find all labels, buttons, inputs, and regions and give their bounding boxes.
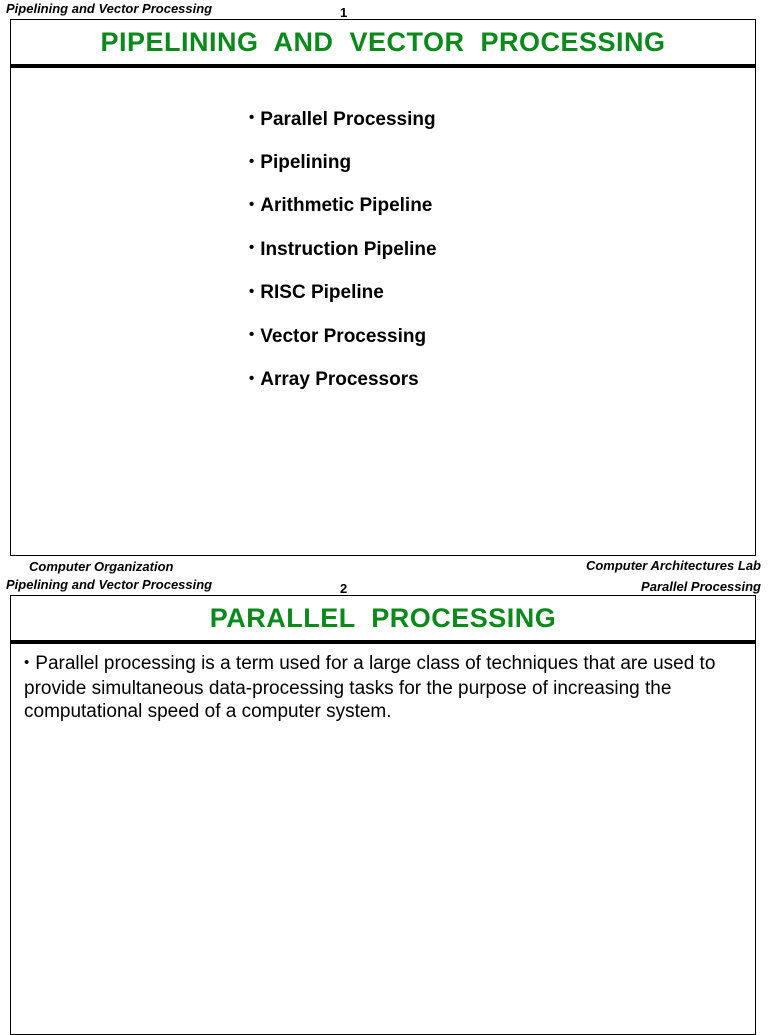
page1-footer-left: Computer Organization	[29, 559, 174, 574]
slide-2-title-rule	[10, 640, 756, 644]
page2-page-number: 2	[340, 581, 348, 596]
slide-2-title: PARALLEL PROCESSING	[209, 602, 557, 633]
page1-page-number: 1	[340, 5, 348, 20]
slide-1	[10, 19, 756, 556]
page2-header-title: Pipelining and Vector Processing	[6, 577, 213, 592]
slide-2	[10, 595, 756, 1035]
slide-1-title-rule	[10, 64, 756, 68]
list-item: • RISC Pipeline	[249, 282, 384, 304]
list-item: • Arithmetic Pipeline	[249, 195, 433, 217]
page1-header-title: Pipelining and Vector Processing	[6, 1, 213, 16]
page2-header-section: Parallel Processing	[641, 579, 761, 594]
list-item: • Instruction Pipeline	[249, 238, 437, 260]
list-item: • Pipelining	[249, 152, 352, 174]
list-item: • Vector Processing	[249, 325, 427, 347]
slide-1-title: PIPELINING AND VECTOR PROCESSING	[100, 26, 666, 57]
list-item: • Array Processors	[249, 369, 419, 391]
slide-2-paragraph: • Parallel processing is a term used for a large class of techniques that are used to provide simultaneous data-processing tasks for the purpose of increasing the computational speed of a computer system.	[24, 653, 716, 722]
page1-footer-right: Computer Architectures Lab	[585, 558, 761, 573]
list-item: • Parallel Processing	[249, 108, 436, 130]
slide-1-topic-list	[249, 98, 437, 402]
